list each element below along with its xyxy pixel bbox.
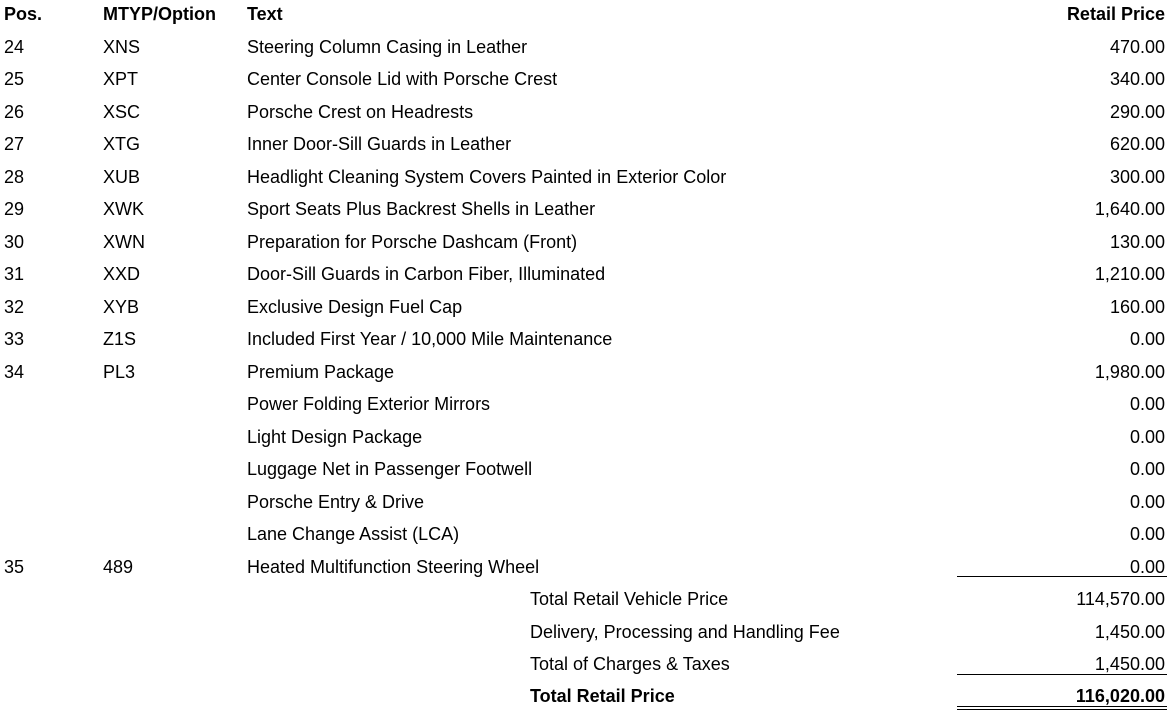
table-row: [0, 393, 1174, 425]
row-text: Center Console Lid with Porsche Crest: [247, 69, 558, 89]
row-pos: 26: [4, 102, 25, 122]
row-text: Sport Seats Plus Backrest Shells in Leather: [247, 199, 596, 219]
row-option: XWK: [103, 199, 145, 219]
row-text: Headlight Cleaning System Covers Painted in Exterior Color: [247, 167, 727, 187]
table-row: [0, 328, 1174, 360]
row-price: 0.00: [1129, 492, 1165, 512]
table-row: [0, 361, 1174, 393]
row-option: XXD: [103, 264, 141, 284]
row-text: Preparation for Porsche Dashcam (Front): [247, 232, 578, 252]
total-row: [0, 588, 1174, 620]
row-text: Luggage Net in Passenger Footwell: [247, 459, 533, 479]
grand-total-value: 116,020.00: [1075, 686, 1165, 706]
row-pos: 32: [4, 297, 25, 317]
table-row: [0, 166, 1174, 198]
header-price: Retail Price: [1066, 4, 1165, 24]
total-label: Total of Charges & Taxes: [530, 654, 730, 674]
row-text: Exclusive Design Fuel Cap: [247, 297, 463, 317]
row-pos: 33: [4, 329, 25, 349]
table-row: [0, 458, 1174, 490]
table-row: [0, 68, 1174, 100]
grand-total-double-rule: [957, 706, 1167, 710]
table-row: [0, 101, 1174, 133]
row-price: 0.00: [1129, 459, 1165, 479]
row-price: 0.00: [1129, 329, 1165, 349]
grand-total-row: [0, 685, 1174, 717]
total-label: Total Retail Vehicle Price: [530, 589, 729, 609]
row-pos: 29: [4, 199, 25, 219]
total-row: [0, 621, 1174, 653]
row-text: Inner Door-Sill Guards in Leather: [247, 134, 512, 154]
row-pos: 28: [4, 167, 25, 187]
row-text: Porsche Crest on Headrests: [247, 102, 474, 122]
row-price: 340.00: [1109, 69, 1165, 89]
row-text: Premium Package: [247, 362, 395, 382]
grand-total-label: Total Retail Price: [530, 686, 675, 706]
row-pos: 31: [4, 264, 25, 284]
row-option: XSC: [103, 102, 141, 122]
row-pos: 25: [4, 69, 25, 89]
row-option: XUB: [103, 167, 141, 187]
row-price: 160.00: [1109, 297, 1165, 317]
row-price: 1,210.00: [1094, 264, 1165, 284]
row-price: 1,640.00: [1094, 199, 1165, 219]
row-price: 130.00: [1109, 232, 1165, 252]
row-text: Included First Year / 10,000 Mile Maintenance: [247, 329, 613, 349]
row-text: Door-Sill Guards in Carbon Fiber, Illuminated: [247, 264, 606, 284]
table-row: [0, 296, 1174, 328]
row-price: 470.00: [1109, 37, 1165, 57]
table-row: [0, 133, 1174, 165]
charges-rule: [957, 674, 1167, 675]
table-row: [0, 36, 1174, 68]
header-pos: Pos.: [4, 4, 43, 24]
row-option: 489: [103, 557, 134, 577]
row-price: 0.00: [1129, 427, 1165, 447]
subtotal-rule: [957, 576, 1167, 577]
row-price: 290.00: [1109, 102, 1165, 122]
table-row: [0, 491, 1174, 523]
table-row: [0, 426, 1174, 458]
row-text: Lane Change Assist (LCA): [247, 524, 460, 544]
total-label: Delivery, Processing and Handling Fee: [530, 622, 840, 642]
row-price: 300.00: [1109, 167, 1165, 187]
row-text: Power Folding Exterior Mirrors: [247, 394, 491, 414]
row-text: Heated Multifunction Steering Wheel: [247, 557, 540, 577]
header-text: Text: [247, 4, 283, 24]
row-option: XPT: [103, 69, 139, 89]
total-value: 1,450.00: [1094, 654, 1165, 674]
total-value: 114,570.00: [1076, 589, 1165, 609]
row-price: 620.00: [1109, 134, 1165, 154]
row-price: 1,980.00: [1094, 362, 1165, 382]
table-row: [0, 263, 1174, 295]
row-pos: 27: [4, 134, 25, 154]
row-option: XYB: [103, 297, 140, 317]
row-option: Z1S: [103, 329, 137, 349]
row-price: 0.00: [1129, 524, 1165, 544]
row-option: XWN: [103, 232, 145, 252]
row-option: XNS: [103, 37, 141, 57]
table-header: [0, 3, 1174, 35]
row-option: XTG: [103, 134, 141, 154]
header-option: MTYP/Option: [103, 4, 216, 24]
total-value: 1,450.00: [1094, 622, 1165, 642]
row-pos: 24: [4, 37, 25, 57]
row-option: PL3: [103, 362, 136, 382]
row-pos: 30: [4, 232, 25, 252]
row-text: Light Design Package: [247, 427, 423, 447]
row-price: 0.00: [1129, 557, 1165, 577]
table-row: [0, 198, 1174, 230]
total-row: [0, 653, 1174, 685]
row-pos: 34: [4, 362, 25, 382]
row-text: Porsche Entry & Drive: [247, 492, 425, 512]
row-text: Steering Column Casing in Leather: [247, 37, 528, 57]
table-row: [0, 523, 1174, 555]
row-pos: 35: [4, 557, 25, 577]
table-row: [0, 231, 1174, 263]
row-price: 0.00: [1129, 394, 1165, 414]
table-row: [0, 556, 1174, 588]
